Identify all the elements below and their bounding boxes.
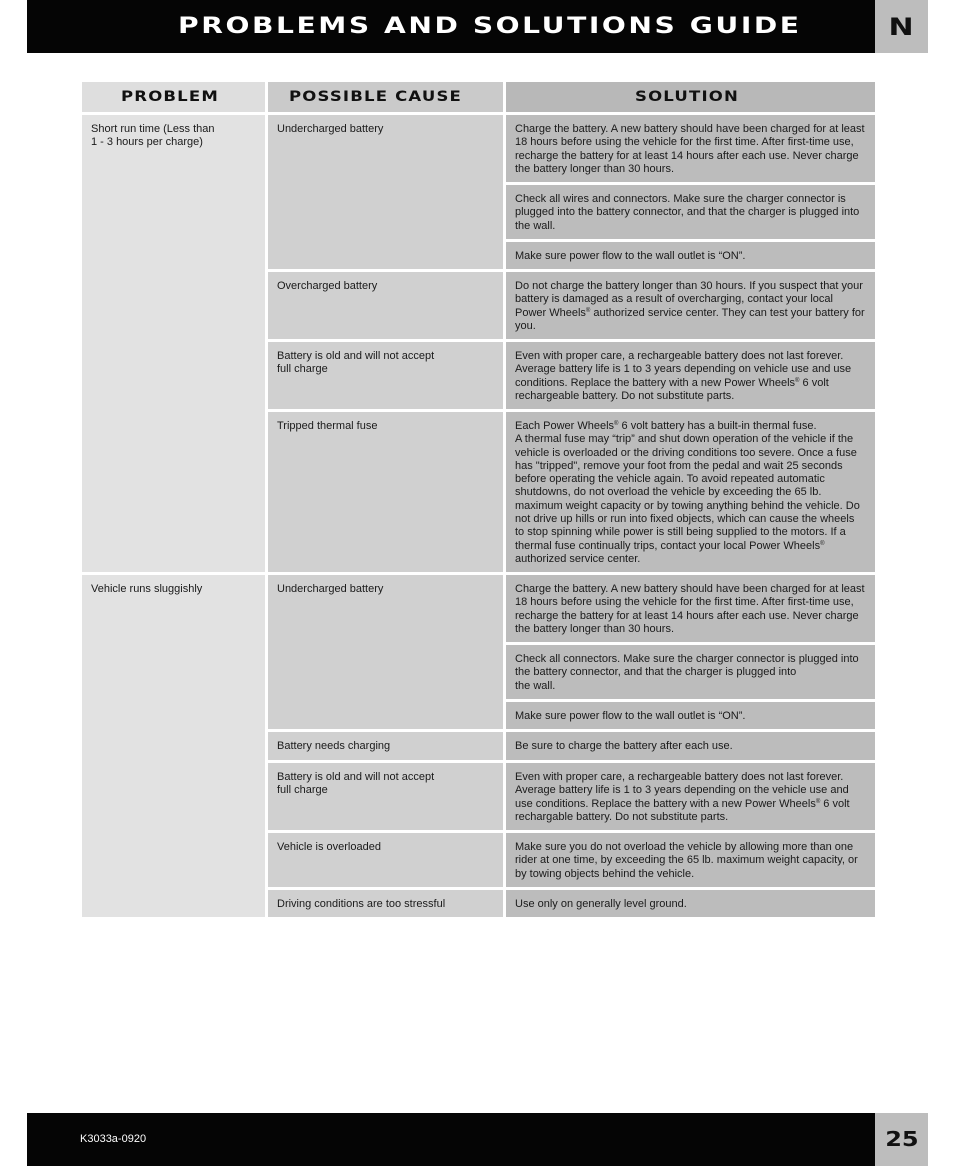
solution-cell: Charge the battery. A new battery should have been charged for at least 18 hours before using the vehicle for the first time. After first-time use, recharge the battery for at least 14 hours after each use. Never charge the battery longer than 30 hours. (506, 575, 875, 642)
cause-cell: Battery is old and will not accept full charge (268, 342, 503, 409)
solution-text: 6 volt battery has a built-in thermal fuse. (618, 420, 817, 432)
solution-cell: Be sure to charge the battery after each use. (506, 732, 875, 760)
cause-cell: Undercharged battery (268, 115, 503, 269)
solution-cell (506, 272, 875, 339)
registered-mark: ® (815, 798, 821, 805)
solution-text: Even with proper care, a rechargeable battery does not last forever. Average battery life is 1 to 3 years depending on vehicle use and use conditions. Replace the battery with a new Power Wheels (515, 350, 852, 389)
solution-cell (506, 342, 875, 409)
cause-cell: Vehicle is overloaded (268, 833, 503, 887)
footer-bar (27, 1113, 875, 1166)
solution-text: A thermal fuse may “trip” and shut down operation of the vehicle if the vehicle is overloaded or the driving conditions too severe. Once a fuse has "tripped", remove your foot from the pedal and wait 25 seconds before operating the vehicle again. To avoid repeated automatic shutdowns, do not overload the vehicle by exceeding the 65 lb. maximum weight capacity or by towing anything behind the vehicle. Do not drive up hills or run into fixed objects, which can cause the wheels to stop spinning while power is still being supplied to the motors. If a thermal fuse continually trips, contact your local Power Wheels (515, 433, 860, 552)
registered-mark: ® (820, 540, 825, 547)
page-number: 25 (884, 1127, 919, 1151)
problem-cell: Vehicle runs sluggishly (82, 575, 265, 917)
registered-mark: ® (614, 421, 619, 427)
page-number-tab (875, 1113, 928, 1166)
document-number: K3033a-0920 (80, 1133, 147, 1145)
cause-cell: Tripped thermal fuse (268, 412, 503, 572)
section-tab-label: N (888, 12, 915, 41)
solution-cell: Make sure power flow to the wall outlet is “ON”. (506, 242, 875, 269)
solution-text: authorized service center. (515, 552, 641, 565)
cause-cell: Overcharged battery (268, 272, 503, 339)
solution-text: Each Power Wheels (515, 420, 615, 432)
solution-text: 6 volt rechargeable battery. Do not substitute parts. (515, 376, 829, 402)
cause-cell: Driving conditions are too stressful (268, 890, 503, 917)
solution-text: 6 volt rechargable battery. Do not substitute parts. (515, 797, 850, 823)
solution-cell: Check all wires and connectors. Make sure the charger connector is plugged into the battery connector, and that the charger is plugged into the wall. (506, 185, 875, 239)
registered-mark: ® (795, 377, 800, 384)
solution-cell: Charge the battery. A new battery should have been charged for at least 18 hours before using the vehicle for the first time. After first-time use, recharge the battery for at least 14 hours after each use. Never charge the battery longer than 30 hours. (506, 115, 875, 182)
section-tab (875, 0, 928, 53)
solution-cell (506, 412, 875, 572)
cause-cell: Undercharged battery (268, 575, 503, 729)
cause-cell: Battery needs charging (268, 732, 503, 760)
solution-cell: Check all connectors. Make sure the charger connector is plugged into the battery connector, and that the charger is plugged into the wall. (506, 645, 875, 699)
solution-text: authorized service center. They can test your battery for you. (515, 306, 865, 332)
solution-cell: Make sure power flow to the wall outlet is “ON”. (506, 702, 875, 729)
column-header-problem (82, 82, 265, 112)
solution-text: Even with proper care, a rechargeable battery does not last forever. Average battery life is 1 to 3 years depending on the vehicle use and use conditions. Replace the battery with a new Power Wheels (515, 771, 849, 810)
column-header-cause (268, 82, 503, 112)
solution-text: Do not charge the battery longer than 30 hours. If you suspect that your battery is damaged as a result of overcharging, contact your local Power Wheels (515, 280, 863, 319)
registered-mark: ® (585, 307, 591, 314)
solution-cell: Use only on generally level ground. (506, 890, 875, 917)
problem-cell: Short run time (Less than 1 - 3 hours per charge) (82, 115, 265, 572)
page-title: PROBLEMS AND SOLUTIONS GUIDE (178, 14, 802, 39)
solution-cell: Make sure you do not overload the vehicle by allowing more than one rider at one time, by exceeding the 65 lb. maximum weight capacity, or by towing objects behind the vehicle. (506, 833, 875, 887)
column-header-problem-label: PROBLEM (121, 89, 219, 105)
solution-cell (506, 763, 875, 830)
column-header-cause-label: POSSIBLE CAUSE (289, 89, 463, 105)
cause-cell: Battery is old and will not accept full charge (268, 763, 503, 830)
column-header-solution (506, 82, 875, 112)
column-header-solution-label: SOLUTION (635, 89, 740, 105)
